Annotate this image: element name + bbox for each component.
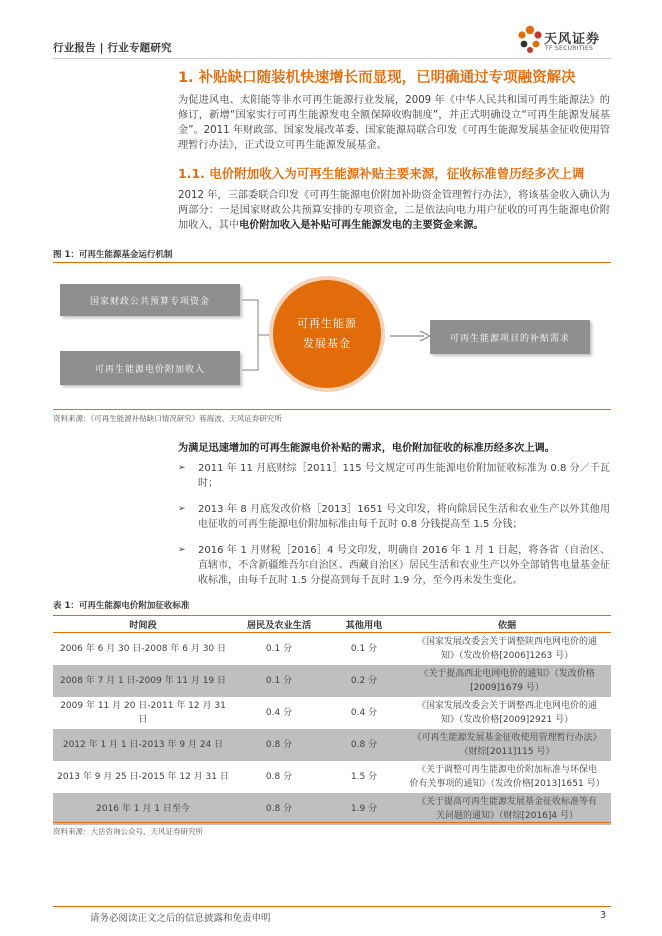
box-surcharge-income: 可再生能源电价附加收入: [60, 351, 240, 385]
column-header: 其他用电: [325, 616, 403, 633]
report-category: 行业报告 | 行业专题研究: [53, 42, 172, 54]
column-header: 时间段: [53, 616, 233, 633]
header-divider: [53, 58, 611, 59]
table-header-row: [53, 616, 611, 633]
section-1-1-paragraph: [178, 188, 610, 233]
table-row: [53, 761, 611, 793]
footer-disclaimer: 请务必阅读正文之后的信息披露和免责申明: [90, 913, 271, 924]
period-cell: 2006 年 6 月 30 日-2008 年 6 月 30 日: [59, 644, 227, 654]
period-cell: 2012 年 1 月 1 日-2013 年 9 月 24 日: [53, 729, 233, 761]
circle-line-2: 发展基金: [303, 337, 351, 350]
figure-1-source: 资料来源：《可再生能源补贴缺口情况研究》蒋海波、天风证券研究所: [53, 414, 282, 423]
basis-line: 《关于提高可再生能源发展基金征收标准等有: [416, 797, 597, 807]
fund-circle: [269, 276, 385, 392]
figure-1-title: 图 1：可再生能源基金运行机制: [53, 250, 173, 260]
other-cell: 0.1 分: [350, 644, 378, 654]
basis-line: 价有关事项的通知》（发改价格[2013]1651 号）: [409, 779, 605, 789]
bullet-item: [178, 543, 610, 588]
box-subsidy-demand: 可再生能源项目的补贴需求: [430, 320, 590, 354]
figure-bottom-rule: [53, 409, 611, 410]
basis-line: 知》（发改价格[2009]2921 号）: [440, 715, 574, 725]
residential-cell: 0.4 分: [265, 708, 293, 718]
surcharge-table: [53, 615, 611, 825]
residential-cell: 0.8 分: [233, 729, 325, 761]
paragraph-bold-text: 电价附加收入是补贴可再生能源发电的主要资金来源。: [239, 220, 484, 231]
section-1-1-heading: 1.1. 电价附加收入为可再生能源补贴主要来源，征收标准曾历经多次上调: [178, 166, 585, 181]
footer-divider: [53, 906, 611, 907]
logo-chinese-text: 天风证券: [544, 32, 601, 47]
other-cell: 0.2 分: [325, 665, 403, 697]
basis-cell: [403, 793, 611, 825]
basis-cell: [403, 729, 611, 761]
period-cell: 2008 年 7 月 1 日-2009 年 11 月 19 日: [53, 665, 233, 697]
bullet-item: [178, 461, 610, 491]
residential-cell: 0.8 分: [233, 793, 325, 825]
table-1-source: 资料来源：大岳咨询公众号、天风证券研究所: [53, 827, 203, 836]
table-row: [53, 729, 611, 761]
bullet-arrow-icon: ➢: [178, 463, 186, 473]
other-cell: 1.5 分: [350, 772, 378, 782]
basis-line: 知》（发改价格[2006]1263 号）: [440, 651, 574, 661]
residential-cell: 0.1 分: [265, 644, 293, 654]
bullet-arrow-icon: ➢: [178, 504, 186, 514]
page-number: 3: [600, 910, 607, 921]
bullet-text: 2011 年 11 月底财综［2011］115 号文规定可再生能源电价附加征收标准为 0.8 分／千瓦时；: [198, 463, 610, 489]
logo-english-text: TF SECURITIES: [545, 45, 594, 52]
other-cell: 0.4 分: [350, 708, 378, 718]
section-1-paragraph: 为促进风电、太阳能等非水可再生能源行业发展，2009 年《中华人民共和国可再生能源法》的修订，新增“国家实行可再生能源发电全额保障收购制度”，并正式明确设立“可再生能源发展基金”。2011 年财政部、国家发展改革委、国家能源局联合印发《可再生能源发展基金征收使用管理暂行办法》，正式设立可再生能源发展基金。: [178, 95, 610, 151]
basis-line: 《可再生能源发展基金征收使用管理暂行办法》: [412, 733, 602, 743]
basis-cell: [403, 697, 611, 729]
bullet-item: [178, 502, 610, 532]
brand-logo: [516, 24, 616, 56]
basis-line: 关问题的通知》（财综[2016]4 号）: [435, 811, 578, 821]
column-header: 依据: [403, 616, 611, 633]
basis-cell: [403, 665, 611, 697]
circle-line-1: 可再生能源: [297, 317, 357, 330]
box-fiscal-budget: 国家财政公共预算专项资金: [60, 284, 240, 316]
basis-line: 《国家发展改委会关于调整西北电网电价的通: [416, 701, 597, 711]
basis-line: （财综[2011]115 号）: [459, 747, 555, 757]
period-cell: 2013 年 9 月 25 日-2015 年 12 月 31 日: [57, 772, 229, 782]
paragraph-plain-text: 2012 年，三部委联合印发《可再生能源电价附加补助资金管理暂行办法》，将该基金收入确认为两部分：一是国家财政公共预算安排的专项资金，二是依法向电力用户征收的可再生能源电价附加收入，其中: [178, 190, 610, 231]
table-1-title: 表 1：可再生能源电价附加征收标准: [53, 601, 190, 611]
basis-line: 《关于调整可再生能源电价附加标准与环保电: [416, 765, 597, 775]
other-cell: 1.9 分: [325, 793, 403, 825]
residential-cell: 0.1 分: [233, 665, 325, 697]
surcharge-statement: 为满足迅速增加的可再生能源电价补贴的需求，电价附加征收的标准历经多次上调。: [178, 443, 555, 454]
period-cell: 2016 年 1 月 1 日至今: [53, 793, 233, 825]
basis-line: [2009]1679 号）: [470, 683, 544, 693]
basis-line: 《关于提高西北电网电价的通知》（发改价格: [419, 669, 595, 679]
table-row: [53, 665, 611, 697]
figure-top-rule: [53, 262, 611, 263]
bullet-text: 2016 年 1 月财税［2016］4 号文印发，明确自 2016 年 1 月 1 日起，将各省（自治区、直辖市，不含新疆维吾尔自治区、西藏自治区）居民生活和农业生产以外全部销售电量基金征收标准，由每千瓦时 1.5 分提高到每千瓦时 1.9 分，至今再未发生变化。: [198, 545, 610, 586]
bullet-arrow-icon: ➢: [178, 545, 186, 555]
basis-line: 《国家发展改委会关于调整陕西电网电价的通: [416, 637, 597, 647]
arrow-right-icon: [388, 330, 432, 342]
table-bottom-rule: [53, 822, 611, 823]
flower-logo-icon: [516, 24, 544, 56]
period-cell: 2009 年 11 月 20 日-2011 年 12 月 31 日: [60, 701, 226, 725]
section-1-heading: 1. 补贴缺口随装机快速增长而显现，已明确通过专项融资解决: [178, 70, 576, 86]
bullet-text: 2013 年 8 月底发改价格［2013］1651 号文印发，将向除居民生活和农业生产以外其他用电征收的可再生能源电价附加标准由每千瓦时 0.8 分钱提高至 1.5 分钱；: [198, 504, 610, 530]
residential-cell: 0.8 分: [265, 772, 293, 782]
table-row: [53, 793, 611, 825]
table-row: [53, 697, 611, 729]
table-row: [53, 633, 611, 666]
basis-cell: [403, 761, 611, 793]
basis-cell: [403, 633, 611, 666]
column-header: 居民及农业生活: [233, 616, 325, 633]
other-cell: 0.8 分: [325, 729, 403, 761]
